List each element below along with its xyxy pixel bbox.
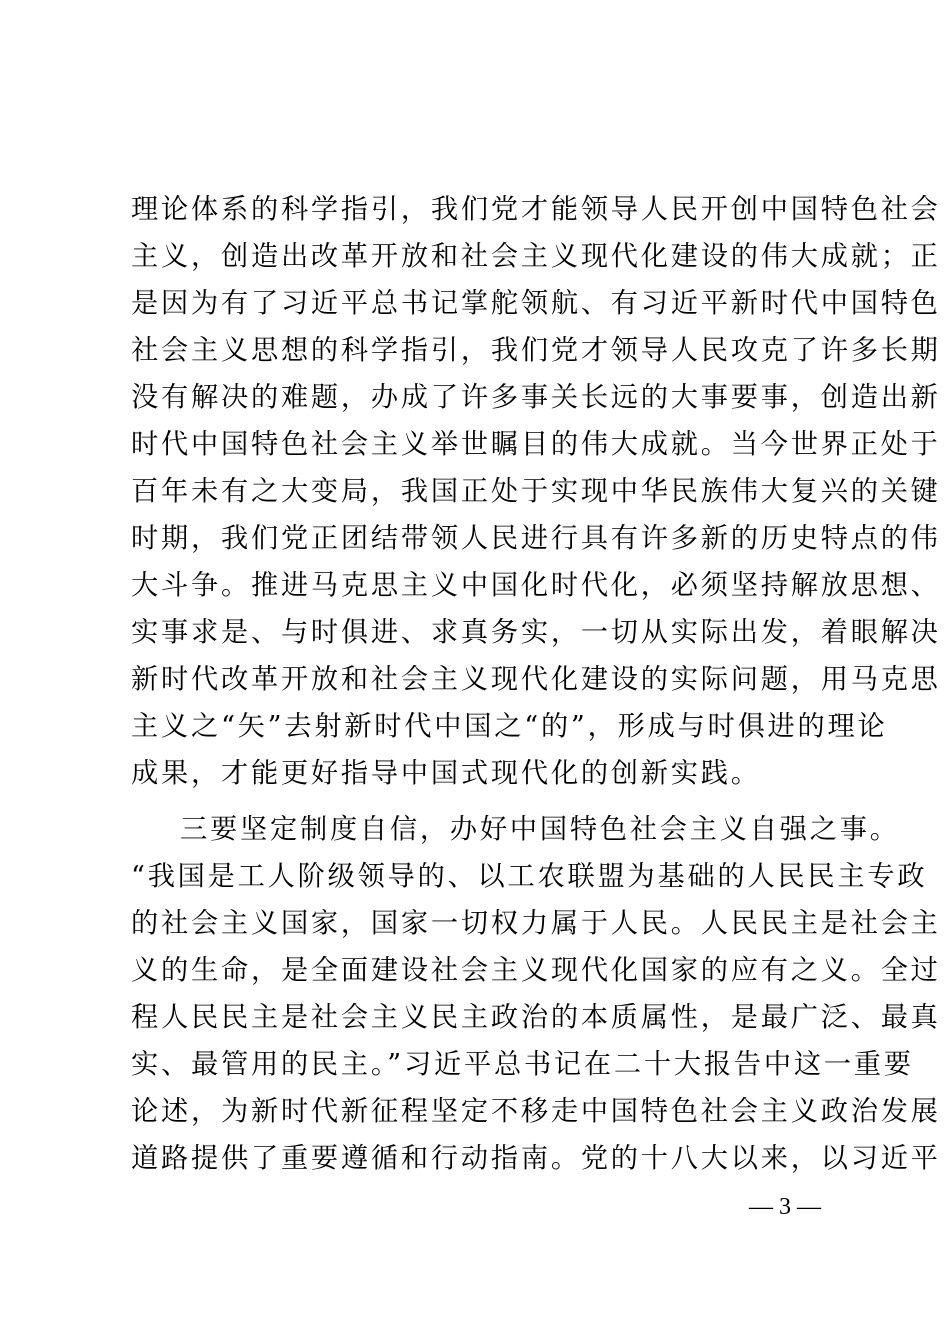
text-line: 时期，我们党正团结带领人民进行具有许多新的历史特点的伟 xyxy=(131,523,941,554)
page-number: — 3 — xyxy=(749,1194,821,1220)
text-line: 主义，创造出改革开放和社会主义现代化建设的伟大成就；正 xyxy=(131,241,941,272)
text-line: 程人民民主是社会主义民主政治的本质属性，是最广泛、最真 xyxy=(131,1002,941,1033)
text-line: 论述，为新时代新征程坚定不移走中国特色社会主义政治发展 xyxy=(131,1096,941,1127)
text-line: 实事求是、与时俱进、求真务实，一切从实际出发，着眼解决 xyxy=(131,617,941,648)
text-line: 主义之“矢”去射新时代中国之“的”，形成与时俱进的理论 xyxy=(131,711,888,742)
text-line: 大斗争。推进马克思主义中国化时代化，必须坚持解放思想、 xyxy=(131,570,941,601)
text-line: 义的生命，是全面建设社会主义现代化国家的应有之义。全过 xyxy=(131,955,941,986)
text-line: 时代中国特色社会主义举世瞩目的伟大成就。当今世界正处于 xyxy=(131,429,941,460)
text-line: 成果，才能更好指导中国式现代化的创新实践。 xyxy=(131,758,761,789)
section-heading-line: 三要坚定制度自信，办好中国特色社会主义自强之事。 xyxy=(180,814,900,845)
text-line: 社会主义思想的科学指引，我们党才领导人民攻克了许多长期 xyxy=(131,335,941,366)
text-line: 的社会主义国家，国家一切权力属于人民。人民民主是社会主 xyxy=(131,908,941,939)
text-line: 百年未有之大变局，我国正处于实现中华民族伟大复兴的关键 xyxy=(131,476,941,507)
text-line: 没有解决的难题，办成了许多事关长远的大事要事，创造出新 xyxy=(131,382,941,413)
text-line: “我国是工人阶级领导的、以工农联盟为基础的人民民主专政 xyxy=(131,861,928,892)
text-line: 新时代改革开放和社会主义现代化建设的实际问题，用马克思 xyxy=(131,664,941,695)
text-line: 理论体系的科学指引，我们党才能领导人民开创中国特色社会 xyxy=(131,194,941,225)
text-line: 道路提供了重要遵循和行动指南。党的十八大以来，以习近平 xyxy=(131,1143,941,1174)
text-line: 实、最管用的民主。”习近平总书记在二十大报告中这一重要 xyxy=(131,1049,914,1080)
text-line: 是因为有了习近平总书记掌舵领航、有习近平新时代中国特色 xyxy=(131,288,941,319)
